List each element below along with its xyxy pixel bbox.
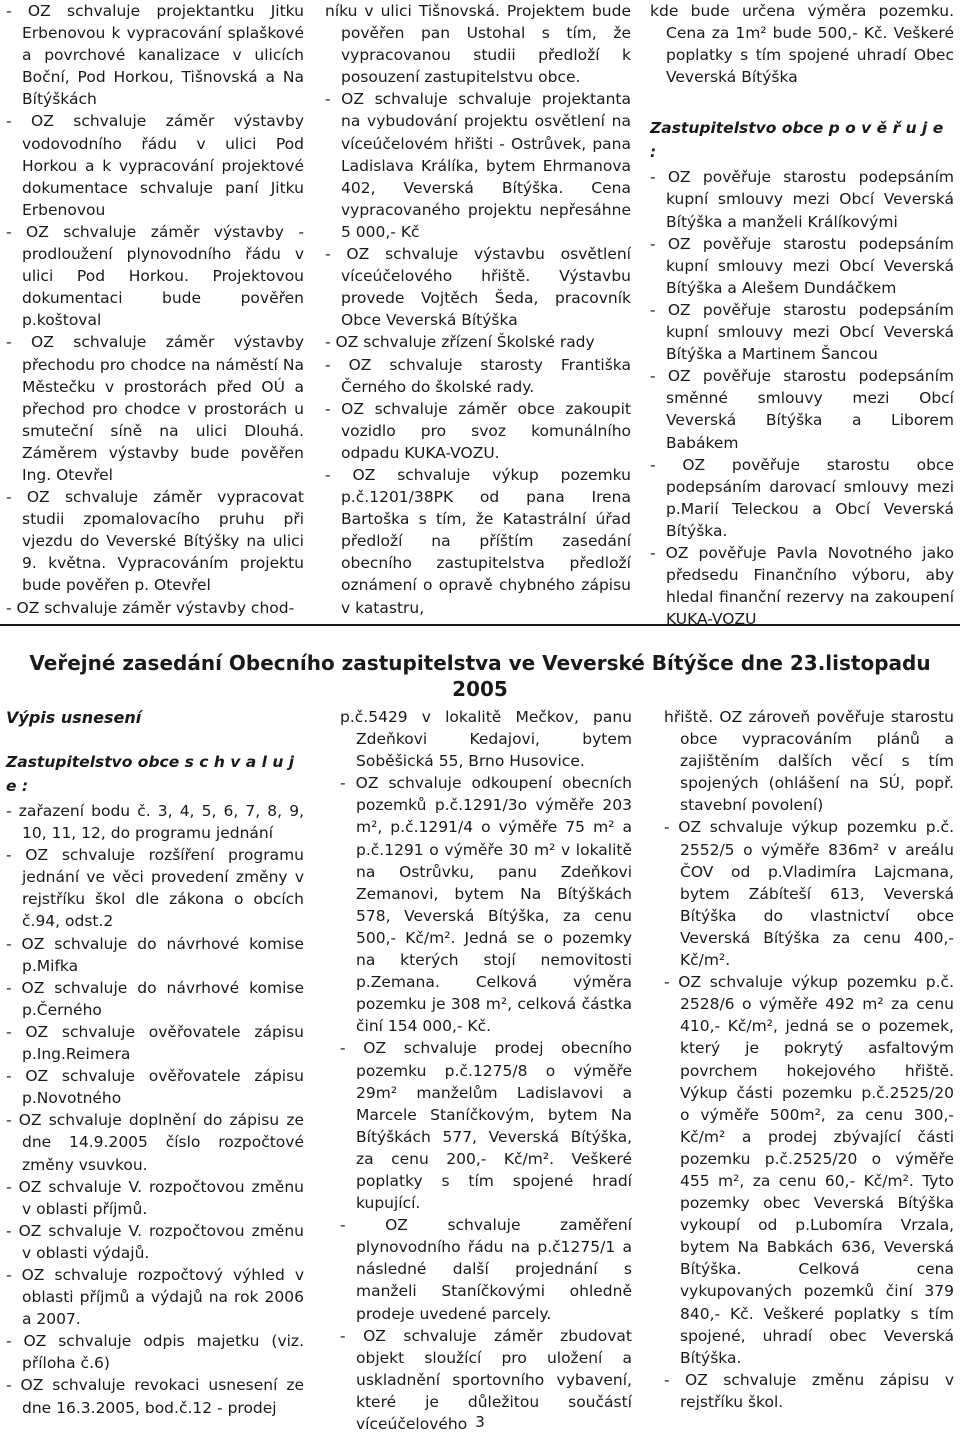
resolution-item: - OZ pověřuje starostu podepsáním směnné smlouvy mezi Obcí Veverská Bítýška a Liborem Babákem	[650, 367, 954, 452]
resolution-item: - OZ schvaluje starosty Františka Černého do školské rady.	[325, 355, 631, 396]
resolution-item: - OZ pověřuje starostu podepsáním kupní smlouvy mezi Obcí Veverská Bítýška a manželi Králíkovými	[650, 168, 954, 231]
resolution-item: - OZ schvaluje zřízení Školské rady	[325, 333, 595, 352]
resolution-item: - OZ schvaluje záměr výstavby vodovodního řádu v ulici Pod Horkou a k vypracování projektové dokumentace schvaluje paní Jitku Erbenovou	[6, 112, 304, 219]
top-column-3	[650, 0, 954, 630]
resolution-item: - OZ schvaluje záměr výstavby přechodu pro chodce na náměstí Na Městečku v prostorách před OÚ a přechod pro chodce v prostorách u smuteční síně na ulici Dlouhá. Záměrem výstavby bude pověřen Ing. Otevřel	[6, 333, 304, 484]
meeting-headline: Veřejné zasedání Obecního zastupitelstva ve Veverské Bítýšce dne 23.listopadu 2005	[29, 651, 931, 701]
page-number: 3	[475, 1413, 485, 1431]
resolution-item: - OZ schvaluje záměr výstavby chod-	[6, 598, 295, 617]
resolution-item: - OZ schvaluje zaměření plynovodního řádu na p.č1275/1 a následné další projednání s manželi Staníčkovými ohledně prodeje uvedené parcely.	[340, 1216, 632, 1323]
section-heading-poveruje: Zastupitelstvo obce p o v ě ř u j e :	[650, 119, 944, 162]
resolution-item: - OZ schvaluje ověřovatele zápisu p.Novotného	[6, 1067, 304, 1108]
resolution-item: - OZ schvaluje záměr zbudovat objekt sloužící pro uložení a uskladnění sportovního vybavení, které je důležitou součástí víceúčelového	[340, 1326, 632, 1433]
resolution-item: - OZ schvaluje ověřovatele zápisu p.Ing.Reimera	[6, 1022, 304, 1064]
resolution-item: - OZ schvaluje rozšíření programu jednání ve věci provedení změny v rejstříku škol dle zákona o obcích č.94, odst.2	[6, 846, 304, 931]
resolution-item: - OZ pověřuje starostu obce podepsáním darovací smlouvy mezi p.Marií Teleckou a Obcí Veverská Bítýška.	[650, 455, 954, 540]
resolution-item: - OZ schvaluje výkup pozemku p.č. 2552/5 o výměře 836m² v areálu ČOV od p.Vladimíra Lajcmana, bytem Zábíteší 613, Veverská Bítýška do vlastnictví obce Veverská Bítýška za cenu 400,- Kč/m².	[664, 818, 954, 970]
resolution-item: - OZ schvaluje revokaci usnesení ze dne 16.3.2005, bod.č.12 - prodej	[6, 1376, 304, 1417]
bottom-column-1	[6, 706, 304, 1419]
resolution-item: - OZ schvaluje záměr vypracovat studii zpomalovacího pruhu při vjezdu do Veverské Bítýšky na ulici 9. května. Vypracováním projektu bude pověřen p. Otevřel	[6, 488, 304, 595]
section-divider	[0, 624, 960, 626]
resolution-item: - OZ schvaluje projektantku Jitku Erbenovou k vypracování splaškové a povrchové kanalizace v ulicích Boční, Pod Horkou, Tišnovská a Na Bítýškách	[6, 2, 304, 109]
resolution-item: - OZ pověřuje Pavla Novotného jako předsedu Finančního výboru, aby hledal finanční rezervy na zakoupení KUKA-VOZU	[650, 543, 954, 629]
resolution-item: - OZ schvaluje změnu zápisu v rejstříku škol.	[664, 1370, 954, 1411]
resolution-item: - OZ schvaluje výkup pozemku p.č.1201/38PK od pana Irena Bartoška s tím, že Katastrální úřad předloží na příštím zasedání obecního zastupitelstva předloží oznámení o opravě chybného zápisu v katastru,	[325, 465, 631, 617]
top-column-2	[325, 0, 631, 619]
section-heading-schvaluje: Zastupitelstvo obce s c h v a l u j e :	[6, 753, 295, 795]
resolution-item: - OZ schvaluje do návrhové komise p.Černého	[6, 978, 304, 1019]
resolution-item: - OZ schvaluje výkup pozemku p.č. 2528/6 o výměře 492 m² za cenu 410,- Kč/m², jedná se o pozemek, který je pokrytý asfaltovým povrchem hokejového hřiště. Výkup části pozemku p.č.2525/20 o výměře 500m², za cenu 300,-Kč/m² a prodej zbývající části pozemku p.č.2525/20 o výměře 455 m², za cenu 60,- Kč/m². Tyto pozemky obec Veverská Bítýška vykoupí od p.Lubomíra Vrzala, bytem Na Babkách 636, Veverská Bítýška. Celková cena vykupovaných pozemků činí 379 840,- Kč. Veškeré poplatky s tím spojené, uhradí obec Veverská Bítýška.	[664, 973, 954, 1367]
resolution-item: - OZ schvaluje V. rozpočtovou změnu v oblasti příjmů.	[6, 1177, 304, 1218]
resolution-continuation: hřiště. OZ zároveň pověřuje starostu obce vypracováním plánů a zajištěním dalších věcí s tím spojených (ohlášení na SÚ, popř. stavební povolení)	[664, 708, 954, 815]
resolution-item: - zařazení bodu č. 3, 4, 5, 6, 7, 8, 9, 10, 11, 12, do programu jednání	[6, 802, 304, 843]
resolution-continuation: p.č.5429 v lokalitě Mečkov, panu Zdeňkovi Kedajovi, bytem Soběšická 55, Brno Husovice.	[340, 708, 632, 771]
bottom-column-3	[664, 706, 954, 1413]
top-column-1	[6, 0, 304, 619]
resolution-item: - OZ pověřuje starostu podepsáním kupní smlouvy mezi Obcí Veverská Bítýška a Alešem Dundáčkem	[650, 234, 954, 297]
resolution-item: - OZ schvaluje záměr obce zakoupit vozidlo pro svoz komunálního odpadu KUKA-VOZU.	[325, 399, 631, 462]
bottom-column-2	[340, 706, 632, 1435]
resolution-item: - OZ schvaluje záměr výstavby - prodloužení plynovodního řádu v ulici Pod Horkou. Projektovou dokumentaci bude pověřen p.koštoval	[6, 222, 304, 330]
resolution-continuation: kde bude určena výměra pozemku. Cena za 1m² bude 500,- Kč. Veškeré poplatky s tím spojené uhradí Obec Veverská Bítýška	[650, 2, 954, 87]
resolution-item: - OZ schvaluje schvaluje projektanta na vybudování projektu osvětlení na víceúčelovém hřišti - Ostrůvek, pana Ladislava Králíka, bytem Ehrmanova 402, Veverská Bítýška. Cena vypracovaného projektu nepřesáhne 5 000,- Kč	[325, 90, 631, 241]
resolution-item: - OZ schvaluje prodej obecního pozemku p.č.1275/8 o výměře 29m² manželům Ladislavovi a Marcele Staníčkovým, bytem Na Bítýškách 577, Veverská Bítýška, za cenu 200,- Kč/m². Veškeré poplatky s tím spojené hradí kupující.	[340, 1039, 632, 1213]
resolution-item: - OZ schvaluje V. rozpočtovou změnu v oblasti výdajů.	[6, 1221, 304, 1262]
resolution-item: - OZ schvaluje doplnění do zápisu ze dne 14.9.2005 číslo rozpočtové změny vsuvkou.	[6, 1111, 304, 1174]
resolution-continuation: níku v ulici Tišnovská. Projektem bude pověřen pan Ustohal s tím, že vypracovanou studii předloží k posouzení zastupitelstvu obce.	[325, 2, 631, 87]
extract-title: Výpis usnesení	[6, 708, 142, 727]
resolution-item: - OZ schvaluje odkoupení obecních pozemků p.č.1291/3o výměře 203 m², p.č.1291/4 o výměře 75 m² a p.č.1291 o výměře 30 m² v lokalitě na Ostrůvku, panu Zdeňkovi Zemanovi, bytem Na Bítýškách 578, Veverská Bítýška, za cenu 500,- Kč/m². Jedná se o pozemky na kterých stojí nemovitosti p.Zemana. Celková výměra pozemku je 308 m², celková částka činí 154 000,- Kč.	[340, 774, 632, 1036]
resolution-item: - OZ schvaluje do návrhové komise p.Mifka	[6, 934, 304, 975]
resolution-item: - OZ schvaluje výstavbu osvětlení víceúčelového hřiště. Výstavbu provede Vojtěch Šeda, pracovník Obce Veverská Bítýška	[325, 245, 631, 330]
resolution-item: - OZ schvaluje rozpočtový výhled v oblasti příjmů a výdajů na rok 2006 a 2007.	[6, 1265, 304, 1329]
resolution-item: - OZ pověřuje starostu podepsáním kupní smlouvy mezi Obcí Veverská Bítýška a Martinem Šancou	[650, 300, 954, 364]
resolution-item: - OZ schvaluje odpis majetku (viz. příloha č.6)	[6, 1332, 304, 1373]
